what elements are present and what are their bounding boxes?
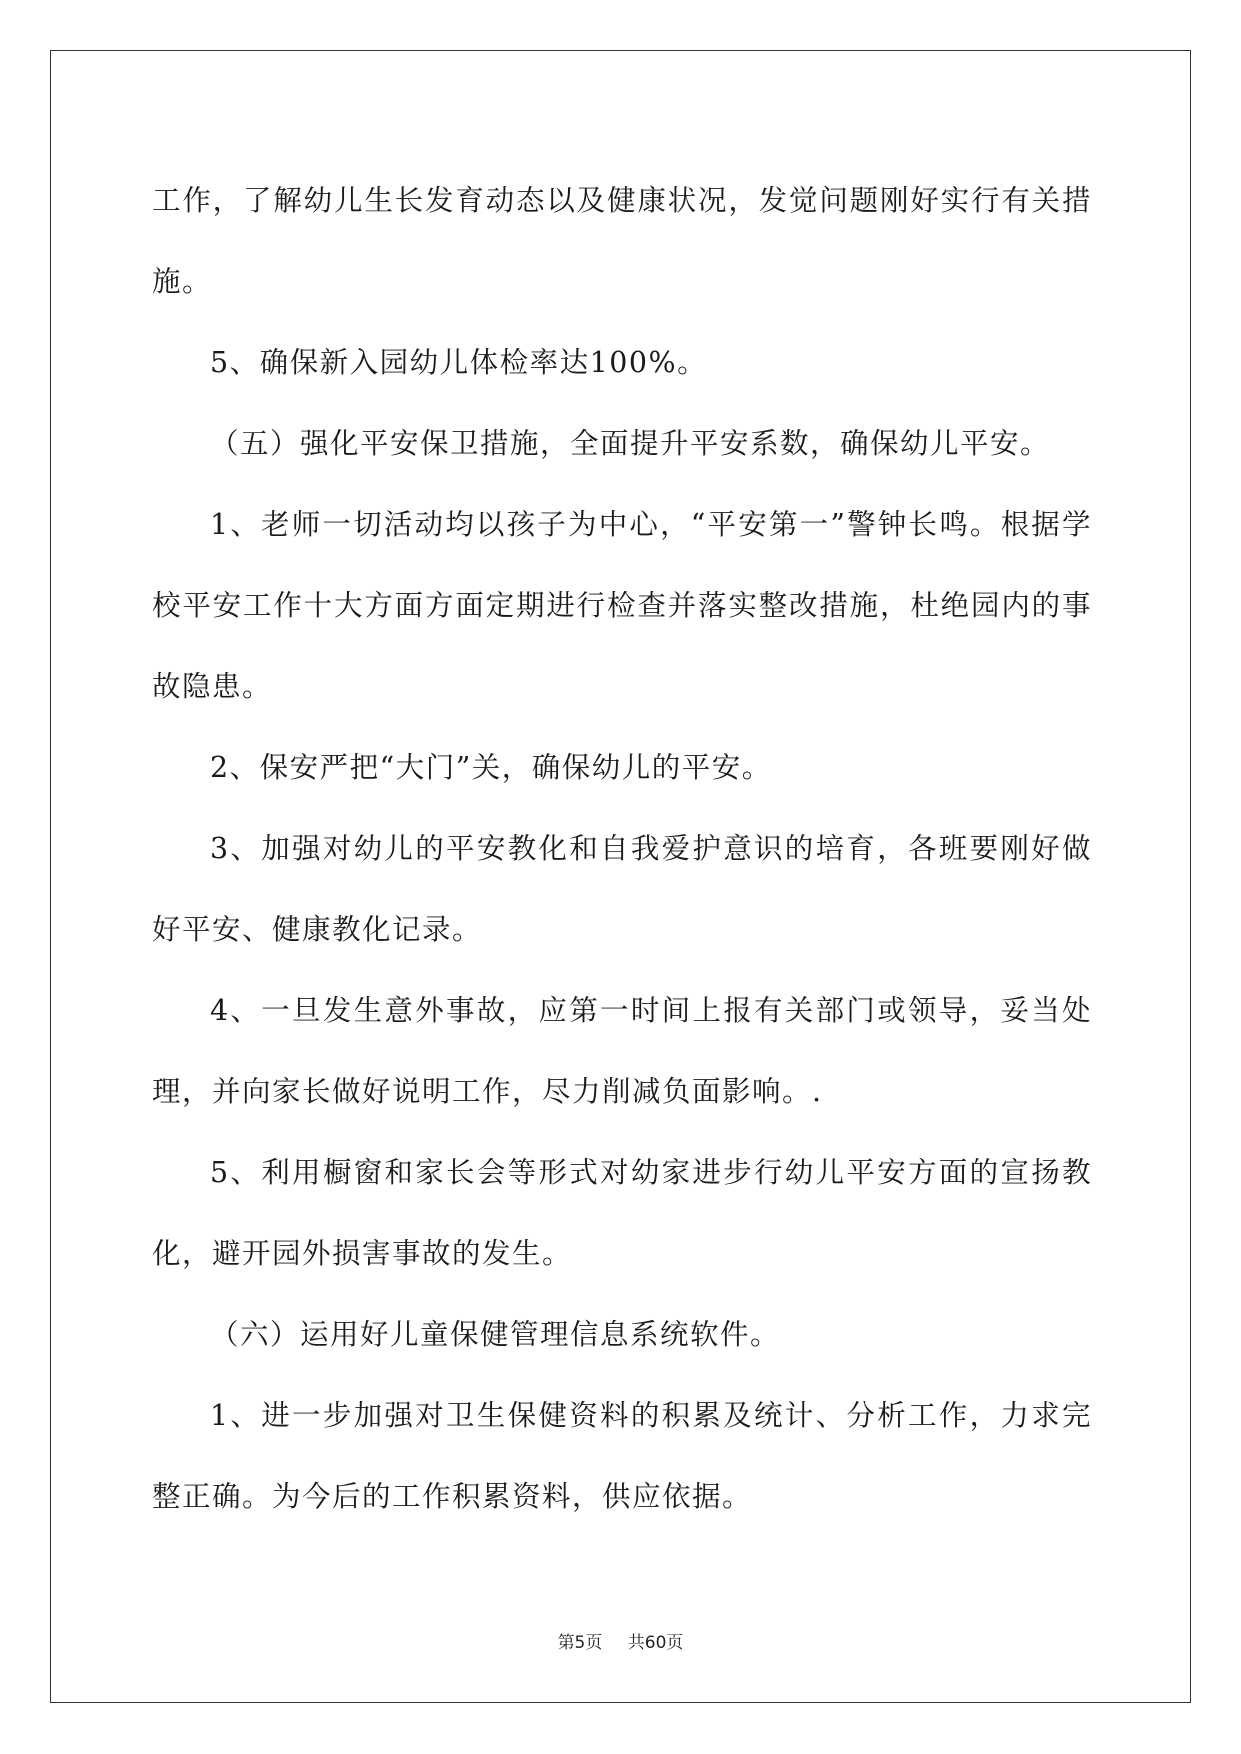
paragraph-5: 2、保安严把“大门”关，确保幼儿的平安。: [210, 751, 772, 784]
paragraph-10: 1、进一步加强对卫生保健资料的积累及统计、分析工作，力求完整正确。为今后的工作积累资料，供应依据。: [152, 1399, 1092, 1513]
paragraph-7: 4、一旦发生意外事故，应第一时间上报有关部门或领导，妥当处理，并向家长做好说明工作，尽力削减负面影响。.: [152, 994, 1092, 1108]
paragraph-8: 5、利用橱窗和家长会等形式对幼家进步行幼儿平安方面的宣扬教化，避开园外损害事故的发生。: [152, 1156, 1092, 1270]
document-body: [152, 160, 1092, 1537]
paragraph-2: 5、确保新入园幼儿体检率达100%。: [210, 346, 708, 379]
paragraph-4: 1、老师一切活动均以孩子为中心，“平安第一”警钟长鸣。根据学校平安工作十大方面方面定期进行检查并落实整改措施，杜绝园内的事故隐患。: [152, 508, 1092, 703]
page-total: 共60页: [627, 1633, 684, 1653]
page-number: 第5页: [557, 1633, 603, 1653]
paragraph-1: 工作，了解幼儿生长发育动态以及健康状况，发觉问题刚好实行有关措施。: [152, 184, 1092, 298]
paragraph-9: （六）运用好儿童保健管理信息系统软件。: [210, 1318, 781, 1351]
paragraph-6: 3、加强对幼儿的平安教化和自我爱护意识的培育，各班要刚好做好平安、健康教化记录。: [152, 832, 1092, 946]
page-footer: [0, 1628, 1241, 1653]
paragraph-3: （五）强化平安保卫措施，全面提升平安系数，确保幼儿平安。: [210, 427, 1051, 460]
